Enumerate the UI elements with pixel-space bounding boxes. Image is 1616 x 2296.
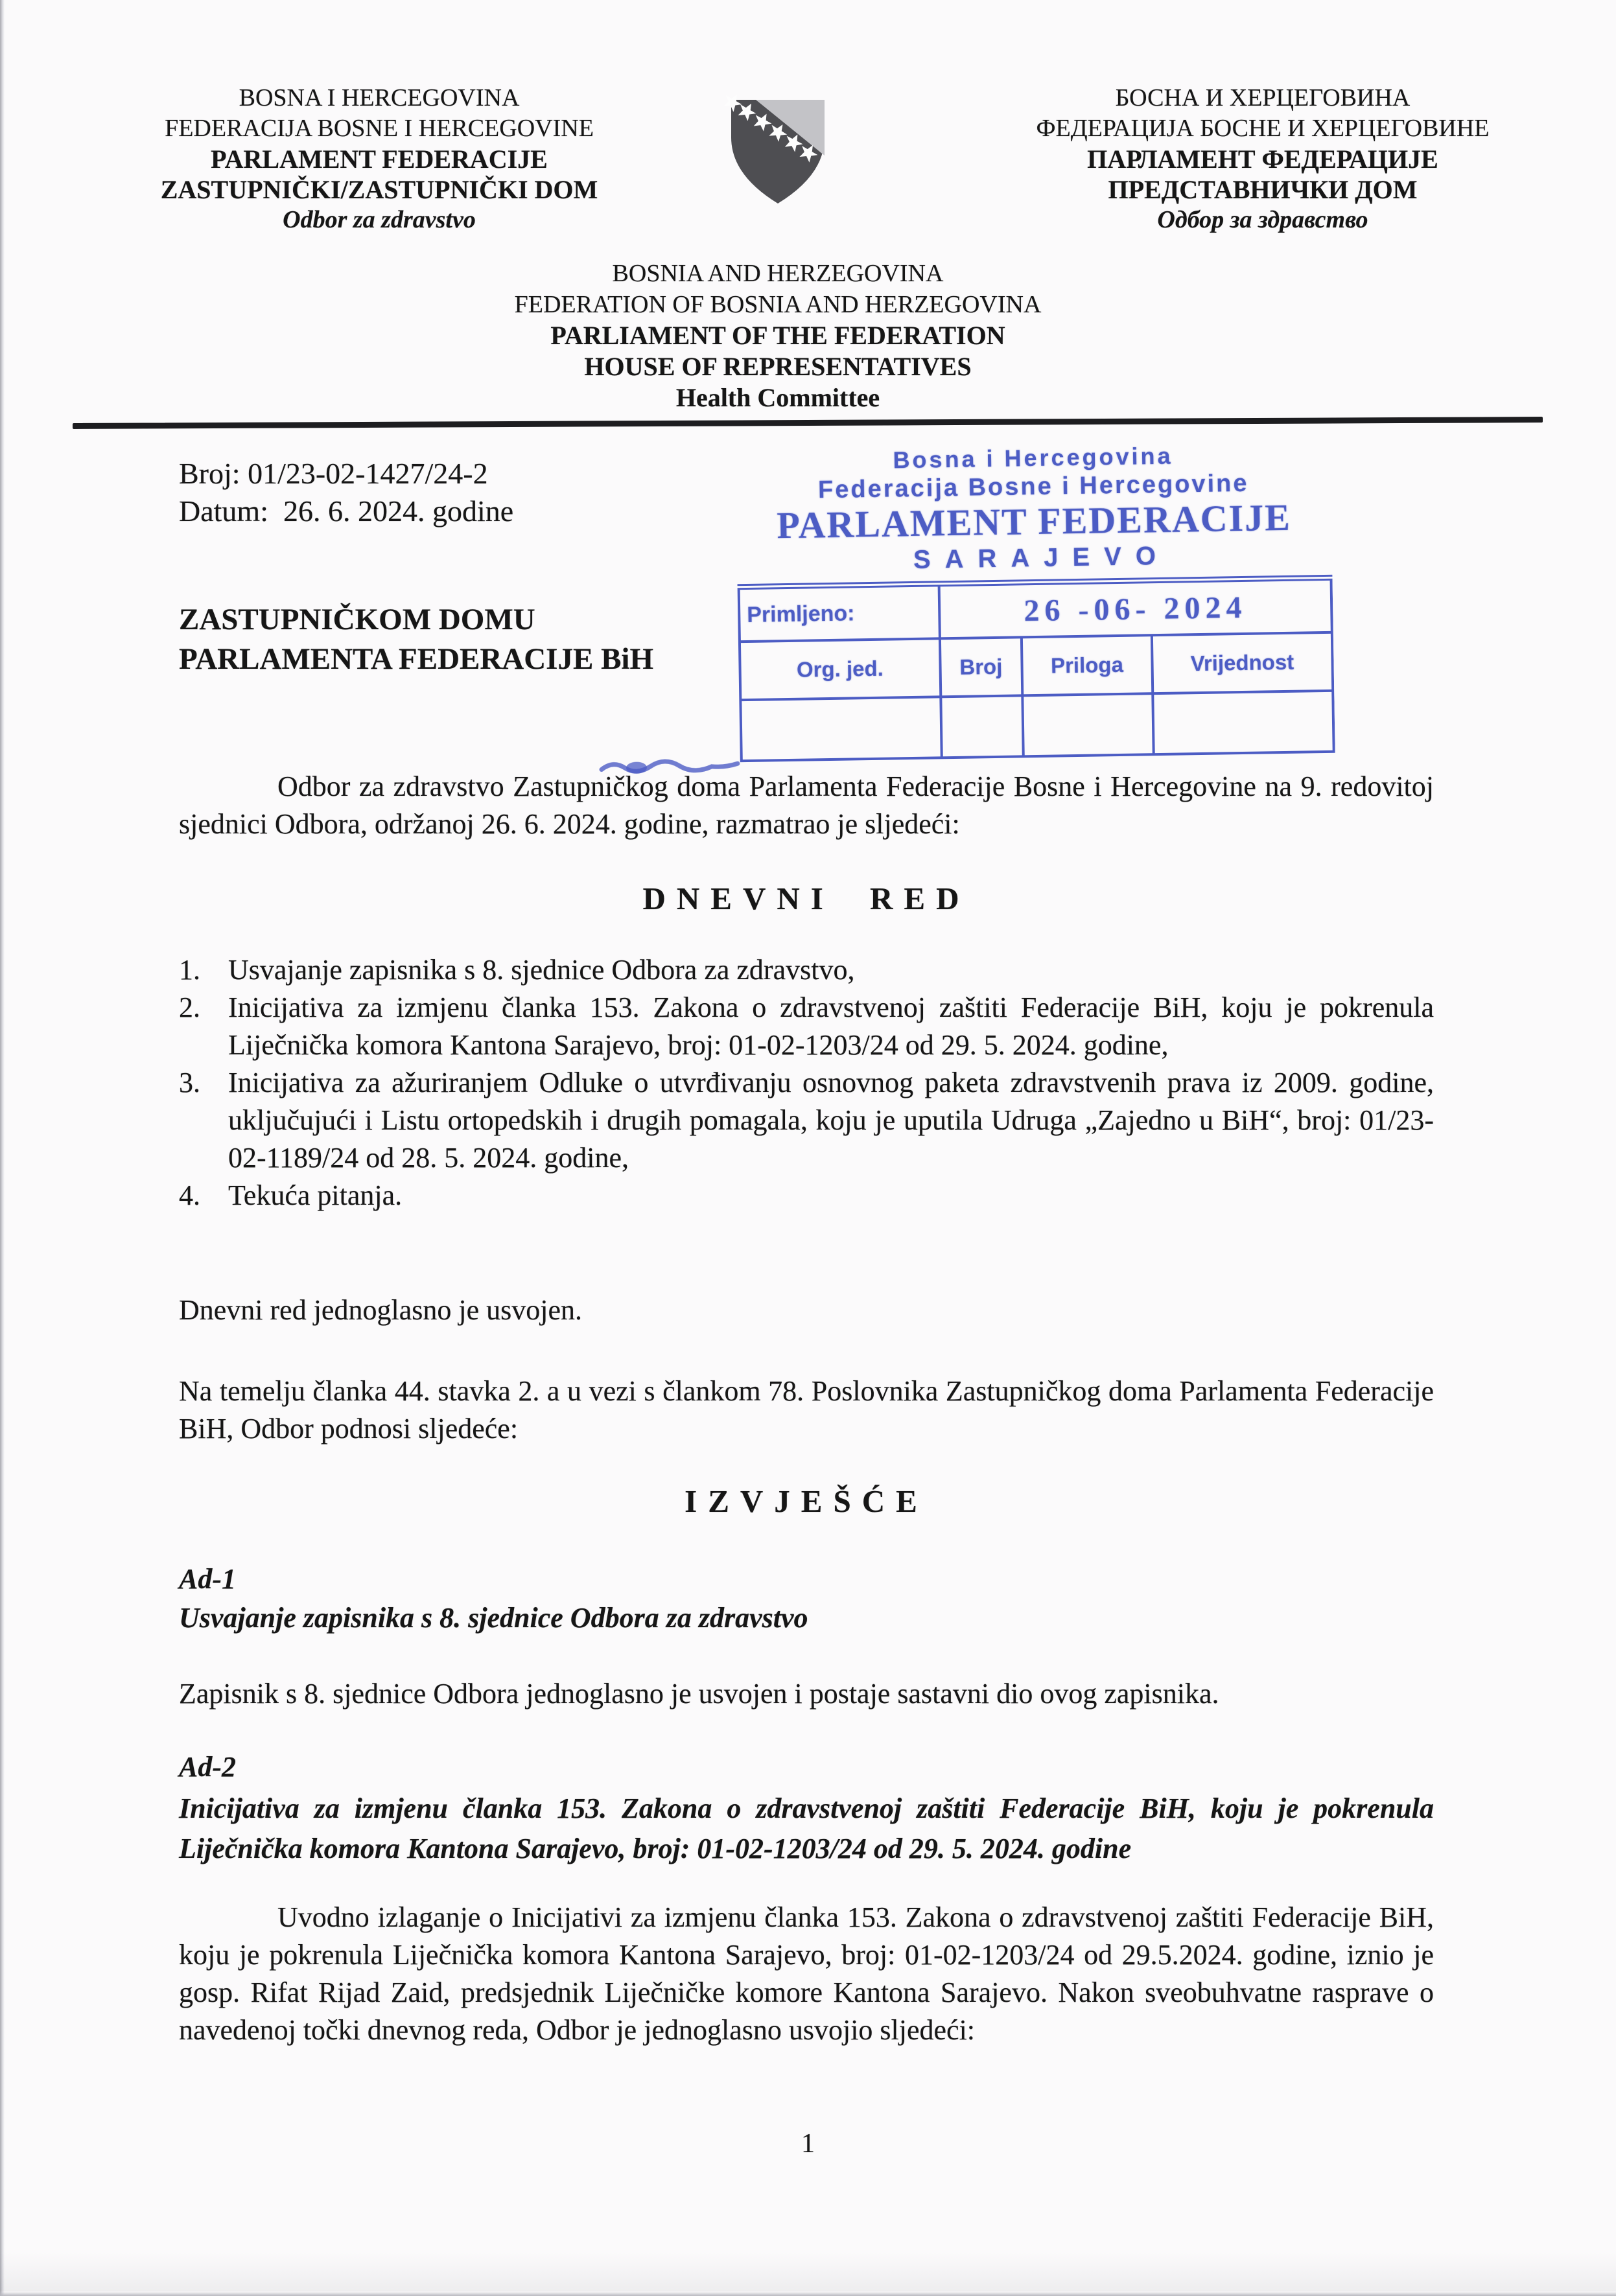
receipt-stamp <box>735 440 1335 762</box>
stamp-col-org: Org. jed. <box>740 638 941 700</box>
letterhead-center-line: PARLIAMENT OF THE FEDERATION <box>550 321 1005 350</box>
letterhead-left-line: ZASTUPNIČKI/ZASTUPNIČKI DOM <box>160 175 598 204</box>
datum-value: 26. 6. 2024. godine <box>283 494 514 528</box>
report-title: IZVJEŠĆE <box>685 1483 928 1519</box>
reference-number-line <box>179 455 513 493</box>
stamp-cell-empty <box>1022 693 1153 756</box>
letterhead-center-committee: Health Committee <box>675 383 880 412</box>
agenda-item <box>179 1177 1434 1214</box>
stamp-cell-empty <box>740 697 941 761</box>
ad2-body: Uvodno izlaganje o Inicijativi za izmjenu članka 153. Zakona o zdravstvenoj zaštiti Federacije BiH, koju je pokrenula Liječnička komora Kantona Sarajevo, broj: 01-02-1203/24 od 29.5.2024. godine, iznio je gosp. Rifat Rijad Zaid, predsjednik Liječničke komore Kantona Sarajevo. Nakon sveobuhvatne rasprave o navedenoj točki dnevnog reda, Odbor je jednoglasno usvojio sljedeći: <box>179 1901 1434 2046</box>
ad1-body: Zapisnik s 8. sjednice Odbora jednoglasno je usvojen i postaje sastavni dio ovog zapisnika. <box>179 1678 1219 1710</box>
recipient-line: ZASTUPNIČKOM DOMU <box>179 603 535 636</box>
header-divider-rule <box>73 417 1543 429</box>
stamp-row-headers <box>740 632 1333 700</box>
agenda-item-text: Usvajanje zapisnika s 8. sjednice Odbora za zdravstvo, <box>228 954 855 986</box>
scan-bottom-shade <box>0 2253 1616 2291</box>
ad1-title: Usvajanje zapisnika s 8. sjednice Odbora za zdravstvo <box>179 1602 808 1634</box>
letterhead-right-line: БОСНА И ХЕРЦЕГОВИНА <box>1115 84 1411 111</box>
scan-left-edge <box>0 0 5 2296</box>
stamp-federation-line: Federacija Bosne i Hercegovine <box>817 469 1249 504</box>
reference-block <box>179 455 513 530</box>
broj-value: 01/23-02-1427/24-2 <box>248 457 488 490</box>
stamp-col-priloga: Priloga <box>1022 635 1153 695</box>
agenda-adoption-line: Dnevni red jednoglasno je usvojen. <box>179 1294 582 1326</box>
stamp-table <box>738 575 1335 762</box>
agenda-item-number: 2. <box>179 991 200 1023</box>
scan-bottom-edge <box>0 2291 1616 2296</box>
stamp-country-line: Bosna i Hercegovina <box>893 442 1173 474</box>
letterhead-right-line: ПАРЛАМЕНТ ФЕДЕРАЦИЈЕ <box>1087 145 1438 174</box>
letterhead-center <box>259 258 1296 413</box>
stamp-cell-empty <box>941 695 1024 758</box>
stamp-row-received <box>739 577 1332 642</box>
stamp-received-label: Primljeno: <box>739 584 940 642</box>
letterhead-left-line: FEDERACIJA BOSNE I HERCEGOVINE <box>165 115 594 142</box>
broj-label: Broj: <box>179 457 240 490</box>
letterhead-left <box>117 83 642 235</box>
agenda-item-text: Inicijativa za izmjenu članka 153. Zakona o zdravstvenoj zaštiti Federacije BiH, koju je pokrenula Liječnička komora Kantona Sarajevo, broj: 01-02-1203/24 od 29. 5. 2024. godine, <box>228 991 1434 1061</box>
letterhead-left-line: BOSNA I HERCEGOVINA <box>239 84 520 111</box>
stamp-row-empty <box>740 691 1333 761</box>
intro-paragraph: Odbor za zdravstvo Zastupničkog doma Parlamenta Federacije Bosne i Hercegovine na 9. redovitoj sjednici Odbora, održanoj 26. 6. 2024. godine, razmatrao je sljedeći: <box>179 771 1434 840</box>
page-number: 1 <box>801 2129 815 2159</box>
letterhead-left-line: PARLAMENT FEDERACIJE <box>211 145 548 174</box>
agenda-item-text: Tekuća pitanja. <box>228 1179 403 1211</box>
letterhead-center-line: FEDERATION OF BOSNIA AND HERZEGOVINA <box>514 291 1042 318</box>
agenda-item-number: 4. <box>179 1179 200 1211</box>
stamp-city-line: SARAJEVO <box>913 541 1171 574</box>
stamp-parliament-line: PARLAMENT FEDERACIJE <box>776 496 1292 547</box>
stamp-received-date: 26 -06- 2024 <box>939 577 1332 638</box>
letterhead-right-line: ПРЕДСТАВНИЧКИ ДОМ <box>1108 175 1418 204</box>
recipient-block <box>179 600 653 679</box>
stamp-col-vrijednost: Vrijednost <box>1152 632 1333 693</box>
ad2-label: Ad-2 <box>179 1751 236 1783</box>
letterhead-right-committee: Одбор за здравство <box>1157 206 1368 233</box>
reference-date-line <box>179 493 513 530</box>
letterhead-left-committee: Odbor za zdravstvo <box>283 206 476 233</box>
legal-basis-paragraph: Na temelju članka 44. stavka 2. a u vezi s člankom 78. Poslovnika Zastupničkog doma Parlamenta Federacije BiH, Odbor podnosi sljedeće: <box>179 1375 1434 1444</box>
ad2-title: Inicijativa za izmjenu članka 153. Zakona o zdravstvenoj zaštiti Federacije BiH, koju je pokrenula Liječnička komora Kantona Sarajevo, broj: 01-02-1203/24 od 29. 5. 2024. godine <box>179 1792 1434 1864</box>
ad1-label: Ad-1 <box>179 1563 236 1595</box>
agenda-item <box>179 951 1434 989</box>
letterhead-right <box>990 83 1535 235</box>
stamp-cell-empty <box>1153 691 1334 754</box>
coat-of-arms-icon <box>722 91 834 209</box>
datum-label: Datum: <box>179 494 268 528</box>
agenda-item <box>179 989 1434 1064</box>
stamp-col-broj: Broj <box>939 637 1022 697</box>
agenda-list <box>179 951 1434 1214</box>
letterhead-center-line: BOSNIA AND HERZEGOVINA <box>612 260 944 287</box>
agenda-title: DNEVNI RED <box>642 881 970 916</box>
agenda-item-text: Inicijativa za ažuriranjem Odluke o utvrđivanju osnovnog paketa zdravstvenih prava iz 2009. godine, uključujući i Listu ortopedskih i drugih pomagala, koju je uputila Udruga „Zajedno u BiH“, broj: 01/23-02-1189/24 od 28. 5. 2024. godine, <box>228 1067 1434 1174</box>
agenda-item-number: 1. <box>179 954 200 986</box>
letterhead-right-line: ФЕДЕРАЦИЈА БОСНЕ И ХЕРЦЕГОВИНЕ <box>1036 115 1490 142</box>
recipient-line: PARLAMENTA FEDERACIJE BiH <box>179 642 654 676</box>
agenda-item <box>179 1064 1434 1177</box>
agenda-item-number: 3. <box>179 1067 200 1098</box>
letterhead-center-line: HOUSE OF REPRESENTATIVES <box>584 352 972 381</box>
